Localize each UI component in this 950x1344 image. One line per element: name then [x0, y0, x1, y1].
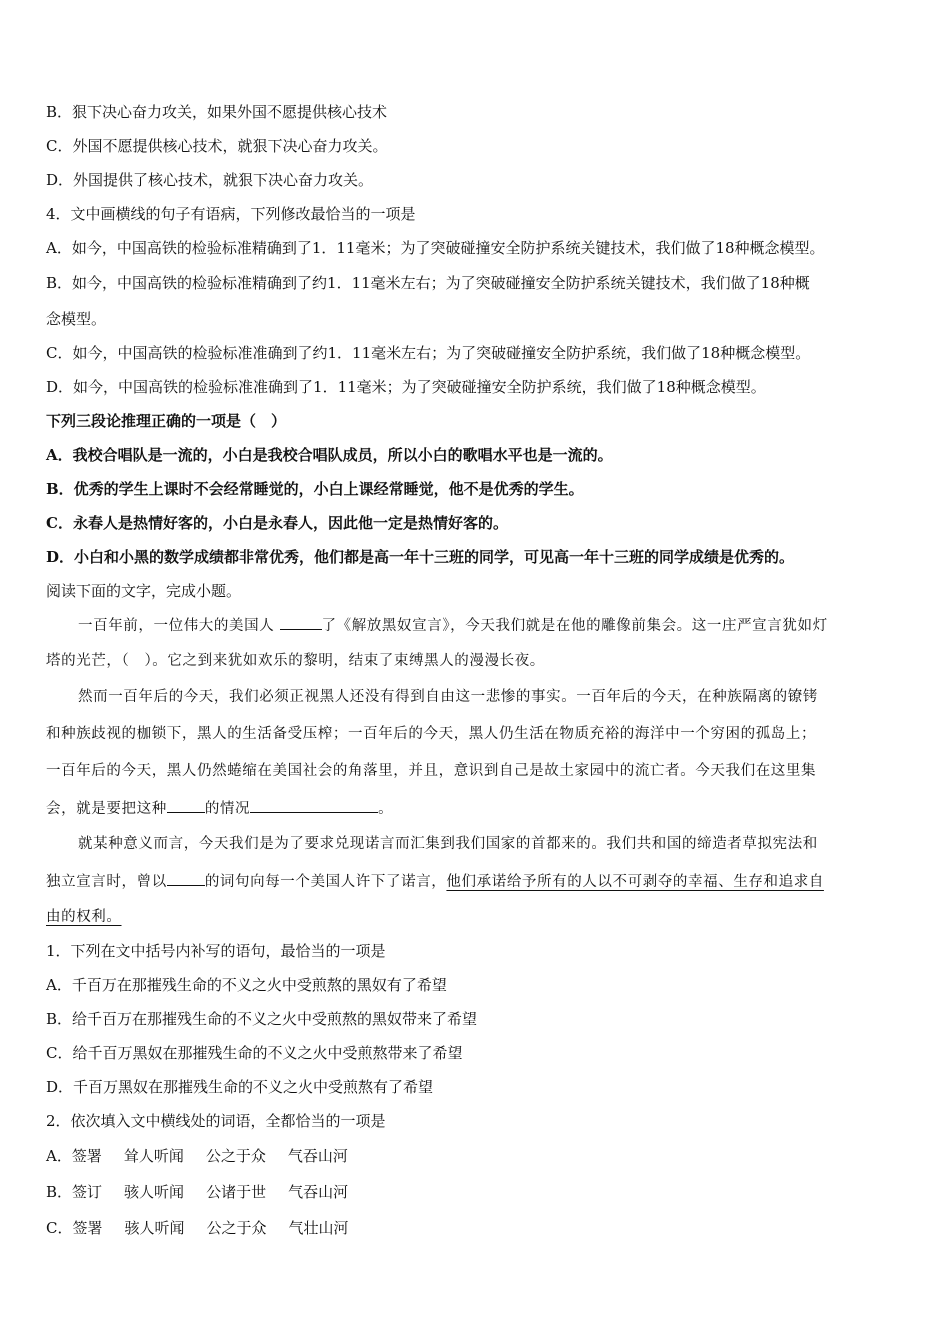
q4-option-c: C．如今，中国高铁的检验标准准确到了约1．11毫米左右；为了突破碰撞安全防护系统，我们做了18种概念模型。: [46, 344, 811, 362]
syllogism-option-c: C．永春人是热情好客的，小白是永春人，因此他一定是热情好客的。: [46, 514, 508, 532]
q2-stem: 2．依次填入文中横线处的词语，全都恰当的一项是: [46, 1112, 386, 1130]
q2-option-a-word1: 签署: [71, 1147, 102, 1165]
q1-option-a: A．千百万在那摧残生命的不义之火中受煎熬的黑奴有了希望: [46, 976, 447, 994]
q2-option-c-word1: 签署: [72, 1219, 103, 1237]
passage-p2-line4-b: 的情况: [204, 801, 251, 817]
q2-option-b-word1: 签订: [72, 1183, 103, 1201]
passage-p3-line1: 就某种意义而言，今天我们是为了要求兑现诺言而汇集到我们国家的首都来的。我们共和国的缔造者草拟宪法和: [78, 836, 818, 852]
q2-option-a-word2: 耸人听闻: [123, 1147, 184, 1165]
passage-p2-line2: 和种族歧视的枷锁下，黑人的生活备受压榨；一百年后的今天，黑人仍生活在物质充裕的海洋中一个穷困的孤岛上；: [46, 726, 817, 742]
reading-instruction: 阅读下面的文字，完成小题。: [46, 582, 242, 600]
passage-p3-line2-a: 独立宣言时，曾以: [46, 874, 167, 890]
syllogism-option-a: A．我校合唱队是一流的，小白是我校合唱队成员，所以小白的歌唱水平也是一流的。: [46, 446, 613, 464]
passage-p1-line1-a: 一百年前，一位伟大的美国人: [78, 618, 275, 634]
syllogism-option-b: B．优秀的学生上课时不会经常睡觉的，小白上课经常睡觉，他不是优秀的学生。: [46, 480, 584, 498]
q2-option-b-word2: 骇人听闻: [124, 1183, 185, 1201]
passage-p3-line2-b: 的词句向每一个美国人许下了诺言，: [204, 874, 447, 890]
q2-option-a-word4: 气吞山河: [287, 1147, 348, 1165]
q3-option-b: B．狠下决心奋力攻关，如果外国不愿提供核心技术: [46, 103, 388, 121]
passage-p2-line4: [46, 798, 393, 818]
underlined-sentence: 他们承诺给予所有的人以不可剥夺的幸福、生存和追求自: [446, 874, 824, 890]
q2-option-b-word4: 气吞山河: [288, 1183, 349, 1201]
underlined-sentence-end: 由的权利。: [46, 909, 122, 925]
q2-option-c-word3: 公之于众: [206, 1219, 267, 1237]
q2-option-a-label: A．: [46, 1147, 72, 1165]
passage-p1-line1-b: 了《解放黑奴宣言》，今天我们就是在他的雕像前集会。这一庄严宣言犹如灯: [321, 618, 828, 634]
q4-option-b-line1: B．如今，中国高铁的检验标准精确到了约1．11毫米左右；为了突破碰撞安全防护系统关键技术，我们做了18种概: [46, 274, 810, 292]
passage-p2-line4-a: 会，就是要把这种: [46, 801, 167, 817]
q2-option-b-label: B．: [46, 1183, 73, 1201]
q2-option-a-word3: 公之于众: [205, 1147, 266, 1165]
q2-option-c-word4: 气壮山河: [288, 1219, 349, 1237]
q2-option-b-word3: 公诸于世: [206, 1183, 267, 1201]
q3-option-c: C．外国不愿提供核心技术，就狠下决心奋力攻关。: [46, 137, 388, 155]
q2-option-a: [46, 1146, 348, 1166]
q1-stem: 1．下列在文中括号内补写的语句，最恰当的一项是: [46, 942, 386, 960]
q1-option-c: C．给千百万黑奴在那摧残生命的不义之火中受煎熬带来了希望: [46, 1044, 463, 1062]
q1-option-b: B．给千百万在那摧残生命的不义之火中受煎熬的黑奴带来了希望: [46, 1010, 478, 1028]
q2-option-c: [46, 1218, 349, 1238]
passage-p1-line2: 塔的光芒，（ ）。它之到来犹如欢乐的黎明，结束了束缚黑人的漫漫长夜。: [46, 653, 545, 669]
passage-p2-line3: 一百年后的今天，黑人仍然蜷缩在美国社会的角落里，并且，意识到自己是故土家园中的流亡者。今天我们在这里集: [46, 763, 817, 779]
passage-p3-line2: [46, 871, 824, 891]
q4-option-a: A．如今，中国高铁的检验标准精确到了1．11毫米；为了突破碰撞安全防护系统关键技术，我们做了18种概念模型。: [46, 239, 825, 257]
passage-p2-line4-c: 。: [378, 801, 394, 817]
q2-option-c-word2: 骇人听闻: [124, 1219, 185, 1237]
blank-4: [167, 871, 205, 886]
syllogism-stem: 下列三段论推理正确的一项是（ ）: [46, 412, 287, 430]
q4-option-d: D．如今，中国高铁的检验标准准确到了1．11毫米；为了突破碰撞安全防护系统，我们做了18种概念模型。: [46, 378, 766, 396]
q4-option-b-line2: 念模型。: [46, 310, 107, 328]
q2-option-c-label: C．: [46, 1219, 73, 1237]
q2-option-b: [46, 1182, 348, 1202]
blank-2: [167, 798, 205, 813]
syllogism-option-d: D．小白和小黑的数学成绩都非常优秀，他们都是高一年十三班的同学，可见高一年十三班的同学成绩是优秀的。: [46, 548, 795, 566]
passage-p1-line1: [78, 615, 828, 635]
blank-1: [280, 615, 322, 630]
q3-option-d: D．外国提供了核心技术，就狠下决心奋力攻关。: [46, 171, 374, 189]
q4-stem: 4．文中画横线的句子有语病，下列修改最恰当的一项是: [46, 205, 416, 223]
passage-p2-line1: 然而一百年后的今天，我们必须正视黑人还没有得到自由这一悲惨的事实。一百年后的今天，在种族隔离的镣铐: [78, 689, 818, 705]
q1-option-d: D．千百万黑奴在那摧残生命的不义之火中受煎熬有了希望: [46, 1078, 434, 1096]
blank-3: [250, 798, 378, 813]
